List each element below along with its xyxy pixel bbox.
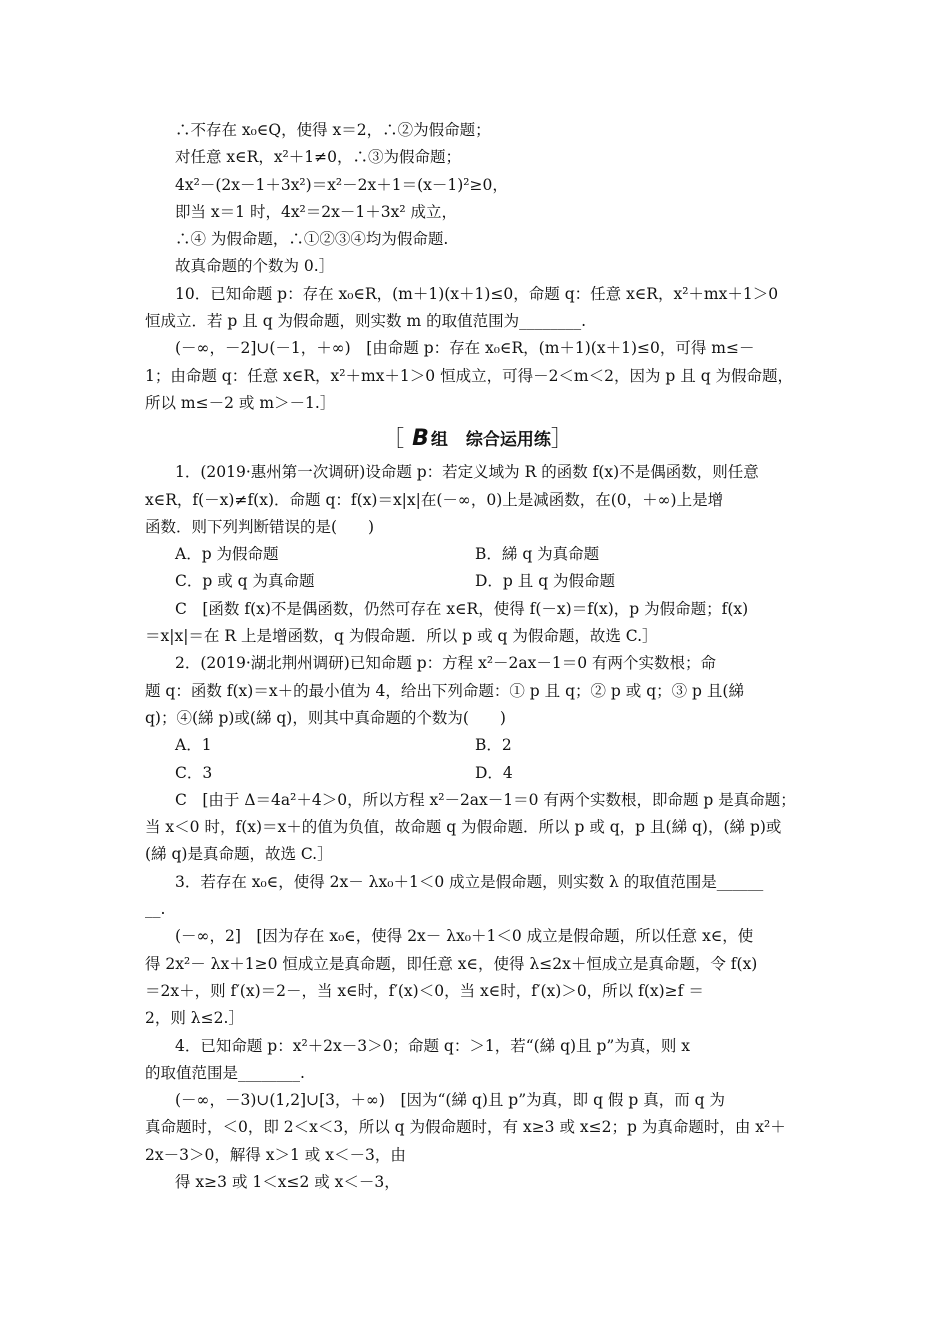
answer-1-line: ＝x|x|＝在 R 上是增函数，q 为假命题．所以 p 或 q 为假命题，故选 C.］ (145, 627, 658, 646)
question-3-line: 3．若存在 x₀∈，使得 2x－ λx₀＋1＜0 成立是假命题，则实数 λ 的取值范围是______ (175, 872, 764, 891)
section-title: 综合运用练 (465, 430, 551, 451)
question-2-line: q)；④(綈 p)或(綈 q)，则其中真命题的个数为( ) (145, 708, 506, 727)
group-word: 组 (430, 430, 448, 451)
text-line: 对任意 x∈R，x²＋1≠0，∴③为假命题； (175, 148, 461, 167)
option-b: B．2 (475, 736, 512, 755)
answer-10-line: (－∞，－2]∪(－1，＋∞) [由命题 p：存在 x₀∈R，(m＋1)(x＋1)≤0，可得 m≤－ (175, 339, 755, 358)
question-10-line: 恒成立．若 p 且 q 为假命题，则实数 m 的取值范围为________. (145, 312, 587, 331)
bracket-left: ［ (382, 427, 405, 453)
answer-4-line: (－∞，－3)∪(1,2]∪[3，＋∞) [因为“(綈 q)且 p”为真，即 q 假 p 真，而 q 为 (175, 1091, 725, 1110)
option-c: C．3 (175, 763, 213, 782)
option-d: D．4 (475, 763, 513, 782)
answer-10-line: 所以 m≤－2 或 m＞－1.］ (145, 393, 336, 412)
answer-10-line: 1；由命题 q：任意 x∈R，x²＋mx＋1＞0 恒成立，可得－2＜m＜2，因为 p 且 q 为假命题， (145, 366, 794, 385)
answer-3-line: ＝2x＋，则 f′(x)＝2－，当 x∈时，f′(x)＜0，当 x∈时，f′(x)＞0，所以 f(x)≥f ＝ (145, 981, 704, 1000)
answer-3-line: 得 2x²－ λx＋1≥0 恒成立是真命题，即任意 x∈，使得 λ≤2x＋恒成立是真命题，令 f(x) (145, 954, 758, 973)
option-row (145, 568, 810, 595)
question-1-line: 函数．则下列判断错误的是( ) (145, 517, 375, 536)
question-4-line: 的取值范围是________. (145, 1063, 305, 1082)
answer-4-line: 真命题时，＜0，即 2＜x＜3，所以 q 为假命题时，有 x≥3 或 x≤2；p 为真命题时，由 x²＋ (145, 1118, 786, 1137)
option-d: D．p 且 q 为假命题 (475, 572, 616, 591)
bracket-right: ］ (550, 427, 573, 453)
answer-2-line: 当 x＜0 时，f(x)＝x＋的值为负值，故命题 q 为假命题．所以 p 或 q，p 且(綈 q)，(綈 p)或 (145, 818, 782, 837)
option-c: C．p 或 q 为真命题 (175, 572, 315, 591)
question-3-line: __. (145, 900, 166, 919)
answer-3-line: 2，则 λ≤2.］ (145, 1009, 244, 1028)
answer-4-line: 得 x≥3 或 1＜x≤2 或 x＜－3， (175, 1172, 400, 1191)
question-2-line: 题 q：函数 f(x)＝x＋的最小值为 4，给出下列命题：① p 且 q；② p 或 q；③ p 且(綈 (145, 681, 744, 700)
answer-1-line: C [函数 f(x)不是偶函数，仍然可存在 x∈R，使得 f(－x)＝f(x)，p 为假命题；f(x) (175, 599, 749, 618)
text-line: 4x²－(2x－1＋3x²)＝x²－2x＋1＝(x－1)²≥0， (175, 175, 508, 194)
option-a: A．p 为假命题 (175, 545, 279, 564)
answer-4-line: 2x－3＞0，解得 x＞1 或 x＜－3，由 (145, 1145, 406, 1164)
answer-2-line: C [由于 Δ＝4a²＋4＞0，所以方程 x²－2ax－1＝0 有两个实数根，即命题 p 是真命题； (175, 790, 796, 809)
section-header (145, 419, 810, 459)
question-1-line: x∈R，f(－x)≠f(x)．命题 q：f(x)＝x|x|在(－∞，0)上是减函数，在(0，＋∞)上是增 (145, 490, 724, 509)
option-a: A．1 (175, 736, 212, 755)
text-line: 故真命题的个数为 0.］ (175, 257, 335, 276)
question-2-line: 2．(2019·湖北荆州调研)已知命题 p：方程 x²－2ax－1＝0 有两个实数根；命 (175, 654, 717, 673)
option-row (145, 760, 810, 787)
text-line: ∴不存在 x₀∈Q，使得 x＝2，∴②为假命题； (175, 121, 491, 139)
page-content (145, 117, 810, 1196)
text-line: 即当 x＝1 时，4x²＝2x－1＋3x² 成立， (175, 202, 457, 221)
text-line: ∴④ 为假命题，∴①②③④均为假命题. (175, 230, 449, 249)
option-b: B．綈 q 为真命题 (475, 545, 600, 564)
question-1-line: 1．(2019·惠州第一次调研)设命题 p：若定义域为 R 的函数 f(x)不是偶函数，则任意 (175, 463, 759, 482)
question-10-line: 10．已知命题 p：存在 x₀∈R，(m＋1)(x＋1)≤0，命题 q：任意 x∈R，x²＋mx＋1＞0 (175, 284, 779, 303)
answer-2-line: (綈 q)是真命题，故选 C.］ (145, 845, 333, 864)
group-letter: B (412, 426, 429, 452)
option-row (145, 541, 810, 568)
answer-3-line: (－∞，2] [因为存在 x₀∈，使得 2x－ λx₀＋1＜0 成立是假命题，所以任意 x∈，使 (175, 927, 754, 946)
question-4-line: 4．已知命题 p：x²＋2x－3＞0；命题 q：＞1，若“(綈 q)且 p”为真，则 x (175, 1036, 691, 1055)
option-row (145, 732, 810, 759)
